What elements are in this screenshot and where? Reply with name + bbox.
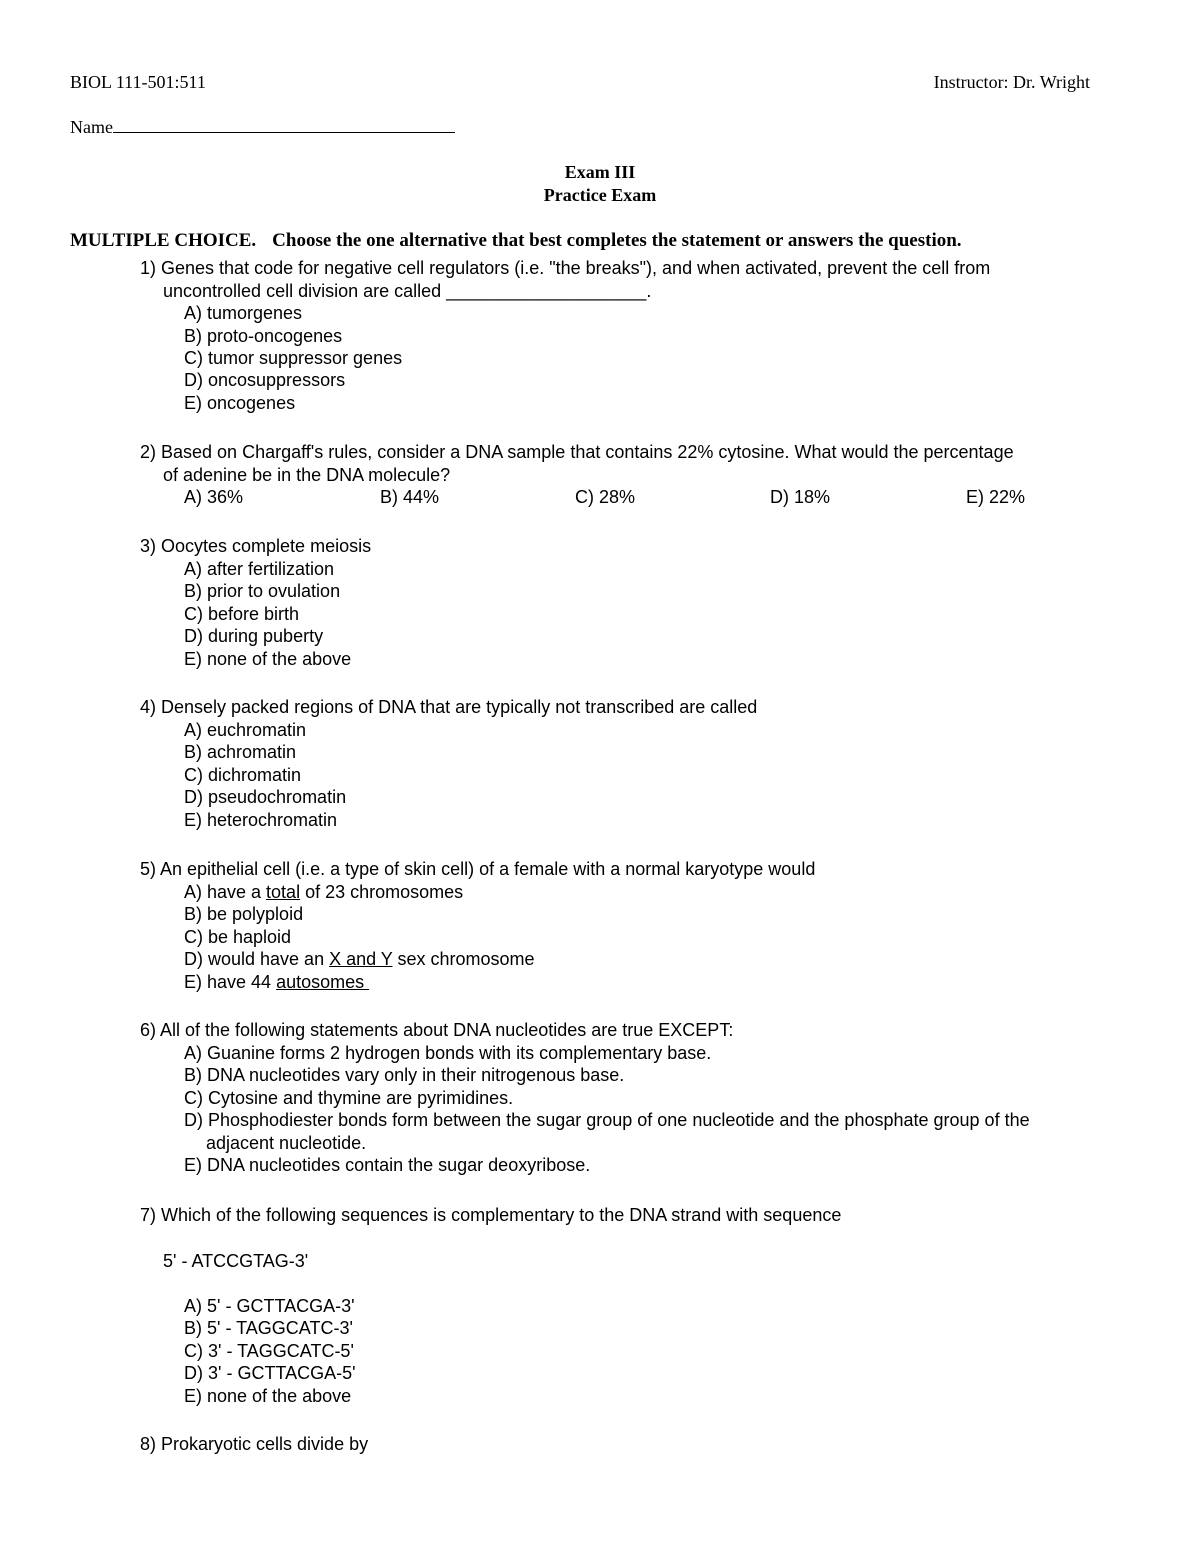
q4-option-b: B) achromatin	[184, 742, 297, 762]
q5-option-d-underlined: X and Y	[329, 949, 393, 969]
q7-stem: 7) Which of the following sequences is complementary to the DNA strand with sequence	[140, 1205, 842, 1225]
q1-stem-line1: 1) Genes that code for negative cell regulators (i.e. "the breaks"), and when activated, prevent the cell from	[140, 258, 991, 278]
q5-option-e-underlined: autosomes	[276, 972, 370, 992]
q2-option-e: E) 22%	[966, 487, 1026, 507]
q3-option-a: A) after fertilization	[184, 559, 335, 579]
q5-option-d: D) would have an X and Y sex chromosome	[184, 949, 535, 969]
q3-option-b: B) prior to ovulation	[184, 581, 341, 601]
q4-option-a: A) euchromatin	[184, 720, 307, 740]
q6-option-d-continued: adjacent nucleotide.	[206, 1133, 367, 1153]
q8-stem: 8) Prokaryotic cells divide by	[140, 1434, 369, 1454]
q5-option-b: B) be polyploid	[184, 904, 304, 924]
q6-option-b: B) DNA nucleotides vary only in their nitrogenous base.	[184, 1065, 625, 1085]
q7-sequence: 5' - ATCCGTAG-3'	[163, 1251, 309, 1271]
q1-option-d: D) oncosuppressors	[184, 370, 346, 390]
q5-stem: 5) An epithelial cell (i.e. a type of skin cell) of a female with a normal karyotype would	[140, 859, 816, 879]
q3-option-e: E) none of the above	[184, 649, 352, 669]
q4-option-c: C) dichromatin	[184, 765, 302, 785]
q1-option-a: A) tumorgenes	[184, 303, 303, 323]
q7-option-a: A) 5' - GCTTACGA-3'	[184, 1296, 355, 1316]
q5-option-a: A) have a total of 23 chromosomes	[184, 882, 464, 902]
q7-option-e: E) none of the above	[184, 1386, 352, 1406]
q5-option-c: C) be haploid	[184, 927, 292, 947]
name-label: Name	[70, 117, 113, 137]
q5-option-e: E) have 44 autosomes	[184, 972, 370, 992]
q6-option-d: D) Phosphodiester bonds form between the sugar group of one nucleotide and the phosphate group of the	[184, 1110, 1030, 1130]
q6-option-c: C) Cytosine and thymine are pyrimidines.	[184, 1088, 514, 1108]
q6-option-a: A) Guanine forms 2 hydrogen bonds with its complementary base.	[184, 1043, 712, 1063]
q2-option-d: D) 18%	[770, 487, 831, 507]
section-instruction: Choose the one alternative that best completes the statement or answers the question.	[272, 230, 962, 251]
q7-option-b: B) 5' - TAGGCATC-3'	[184, 1318, 353, 1338]
q1-option-e: E) oncogenes	[184, 393, 296, 413]
q3-option-c: C) before birth	[184, 604, 300, 624]
q2-stem-line1: 2) Based on Chargaff's rules, consider a DNA sample that contains 22% cytosine. What would the percentage	[140, 442, 1014, 462]
q7-option-c: C) 3' - TAGGCATC-5'	[184, 1341, 354, 1361]
q6-option-e: E) DNA nucleotides contain the sugar deoxyribose.	[184, 1155, 591, 1175]
q2-stem-line2: of adenine be in the DNA molecule?	[163, 465, 451, 485]
exam-subtitle: Practice Exam	[543, 185, 657, 205]
name-field	[70, 116, 455, 138]
instructor-name: Instructor: Dr. Wright	[933, 72, 1090, 92]
q4-option-e: E) heterochromatin	[184, 810, 338, 830]
q1-stem-line2: uncontrolled cell division are called ____________________.	[163, 281, 652, 301]
section-heading	[70, 230, 962, 252]
q3-stem: 3) Oocytes complete meiosis	[140, 536, 372, 556]
q5-option-a-underlined: total	[266, 882, 301, 902]
q4-stem: 4) Densely packed regions of DNA that are typically not transcribed are called	[140, 697, 758, 717]
q2-option-b: B) 44%	[380, 487, 440, 507]
section-label: MULTIPLE CHOICE.	[70, 230, 257, 251]
course-code: BIOL 111-501:511	[70, 72, 206, 92]
q4-option-d: D) pseudochromatin	[184, 787, 347, 807]
q1-option-b: B) proto-oncogenes	[184, 326, 343, 346]
q3-option-d: D) during puberty	[184, 626, 324, 646]
q2-option-a: A) 36%	[184, 487, 244, 507]
q2-option-c: C) 28%	[575, 487, 636, 507]
name-blank-line	[113, 116, 455, 133]
q6-stem: 6) All of the following statements about DNA nucleotides are true EXCEPT:	[140, 1020, 734, 1040]
exam-title: Exam III	[564, 162, 636, 182]
q7-option-d: D) 3' - GCTTACGA-5'	[184, 1363, 356, 1383]
q1-option-c: C) tumor suppressor genes	[184, 348, 403, 368]
